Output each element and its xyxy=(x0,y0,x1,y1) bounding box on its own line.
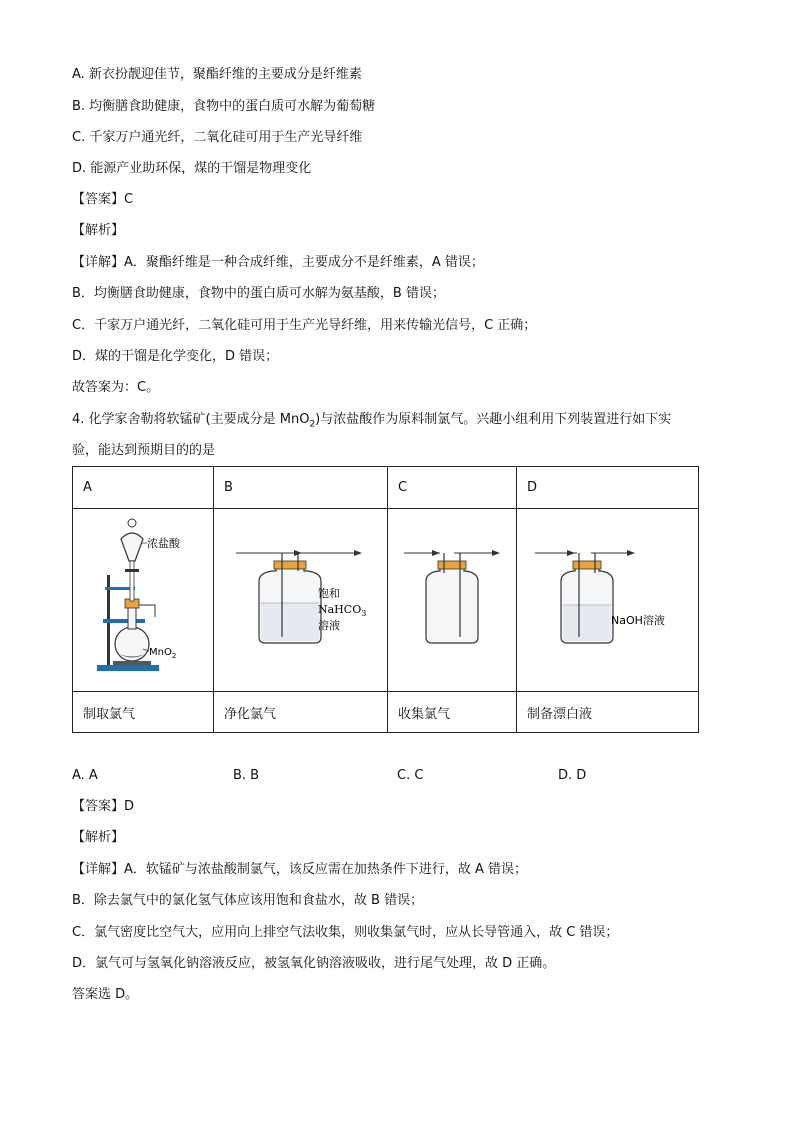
header-a: A xyxy=(73,467,214,509)
q4-option-c: C. C xyxy=(397,768,424,783)
figure-a-chlorine-generator xyxy=(83,509,203,687)
label-nahco3 xyxy=(318,603,366,618)
q3-option-a: A. 新衣扮靓迎佳节，聚酯纤维的主要成分是纤维素 xyxy=(72,67,362,82)
header-d: D xyxy=(517,467,699,509)
bottle-icon xyxy=(426,565,478,643)
header-b: B xyxy=(214,467,388,509)
q4-answer xyxy=(72,798,134,816)
stem-part-2: )与浓盐酸作为原料制氯气。兴趣小组利用下列装置进行如下实 xyxy=(315,412,672,427)
q4-stem-line-2: 验，能达到预期目的的是 xyxy=(72,443,216,458)
arrow-right-icon xyxy=(567,550,575,556)
round-flask-icon xyxy=(115,627,149,661)
q3-detail-4: D．煤的干馏是化学变化，D 错误； xyxy=(72,349,279,364)
q3-conclusion: 故答案为：C。 xyxy=(72,380,160,395)
q4-detail-1: 【详解】A．软锰矿与浓盐酸制氯气，该反应需在加热条件下进行，故 A 错误； xyxy=(72,862,528,877)
liquid-icon xyxy=(563,605,611,641)
q4-option-d: D. D xyxy=(558,768,587,783)
label-c: 收集氯气 xyxy=(388,692,517,733)
label-naoh: NaOH溶液 xyxy=(611,614,665,627)
label-d: 制备漂白液 xyxy=(517,692,699,733)
label-solution: 溶液 xyxy=(318,619,340,632)
q4-option-a: A. A xyxy=(72,768,98,783)
funnel-stopper xyxy=(128,519,136,527)
table-figure-row xyxy=(73,509,699,692)
q3-detail-1: 【详解】A．聚酯纤维是一种合成纤维，主要成分不是纤维素，A 错误； xyxy=(72,255,484,270)
clamp-icon xyxy=(103,619,145,623)
header-c: C xyxy=(388,467,517,509)
side-tube xyxy=(139,605,155,617)
label-conc-hcl: 浓盐酸 xyxy=(147,537,180,550)
figure-a-cell xyxy=(73,509,214,692)
figure-c-collection-bottle xyxy=(398,509,506,687)
q4-detail-2: B．除去氯气中的氯化氢气体应该用饱和食盐水，故 B 错误； xyxy=(72,893,424,908)
figure-c-cell xyxy=(388,509,517,692)
q4-analysis-tag: 【解析】 xyxy=(72,830,125,845)
table-label-row xyxy=(73,692,699,733)
q3-option-b: B. 均衡膳食助健康，食物中的蛋白质可水解为葡萄糖 xyxy=(72,99,376,114)
stand-base xyxy=(97,665,159,671)
answer-value: C xyxy=(124,192,134,207)
q3-detail-2: B．均衡膳食助健康，食物中的蛋白质可水解为氨基酸，B 错误； xyxy=(72,286,445,301)
label-mno2-main: MnO xyxy=(149,647,172,658)
figure-d-cell xyxy=(517,509,699,692)
q3-option-c: C. 千家万户通光纤，二氧化硅可用于生产光导纤维 xyxy=(72,130,363,145)
separatory-funnel-icon xyxy=(121,533,143,561)
arrow-right-icon xyxy=(627,550,635,556)
q4-option-b: B. B xyxy=(233,768,260,783)
q3-detail-3: C．千家万户通光纤，二氧化硅可用于生产光导纤维，用来传输光信号，C 正确； xyxy=(72,318,537,333)
label-b: 净化氯气 xyxy=(214,692,388,733)
answer-value: D xyxy=(124,799,135,814)
table-header-row xyxy=(73,467,699,509)
q4-detail-4: D．氯气可与氢氧化钠溶液反应，被氢氧化钠溶液吸收，进行尾气处理，故 D 正确。 xyxy=(72,956,556,971)
flask-neck xyxy=(128,607,136,629)
label-nahco3-main: NaHCO xyxy=(318,603,362,616)
gauze-icon xyxy=(113,661,151,665)
apparatus-table xyxy=(72,466,699,733)
stopcock-icon xyxy=(125,569,139,572)
q3-answer xyxy=(72,191,133,209)
arrow-right-icon xyxy=(432,550,440,556)
q3-analysis-tag: 【解析】 xyxy=(72,223,125,238)
stopper-icon xyxy=(573,561,601,569)
label-mno2 xyxy=(149,647,176,660)
q3-option-d: D. 能源产业助环保，煤的干馏是物理变化 xyxy=(72,161,312,176)
label-saturated: 饱和 xyxy=(318,587,340,600)
q4-detail-3: C．氯气密度比空气大，应用向上排空气法收集，则收集氯气时，应从长导管通入，故 C 错误； xyxy=(72,925,619,940)
answer-tag: 【答案】 xyxy=(72,799,125,814)
figure-d-naoh-bottle xyxy=(527,509,688,687)
answer-tag: 【答案】 xyxy=(72,192,125,207)
label-mno2-sub: 2 xyxy=(171,652,177,660)
stopper-icon xyxy=(274,561,306,569)
liquid-icon xyxy=(261,603,319,641)
figure-b-cell xyxy=(214,509,388,692)
stem-subscript: 2 xyxy=(309,419,316,430)
stopper-icon xyxy=(438,561,466,569)
funnel-stem xyxy=(130,561,134,601)
stem-part-1: 4. 化学家舍勒将软锰矿(主要成分是 MnO xyxy=(72,412,310,427)
figure-b-gas-washing-bottle xyxy=(224,509,377,687)
q4-stem-line-1 xyxy=(72,411,671,434)
label-nahco3-sub: 3 xyxy=(361,609,367,618)
arrow-right-icon xyxy=(354,550,362,556)
q4-conclusion: 答案选 D。 xyxy=(72,987,139,1002)
label-a: 制取氯气 xyxy=(73,692,214,733)
arrow-right-icon xyxy=(492,550,500,556)
